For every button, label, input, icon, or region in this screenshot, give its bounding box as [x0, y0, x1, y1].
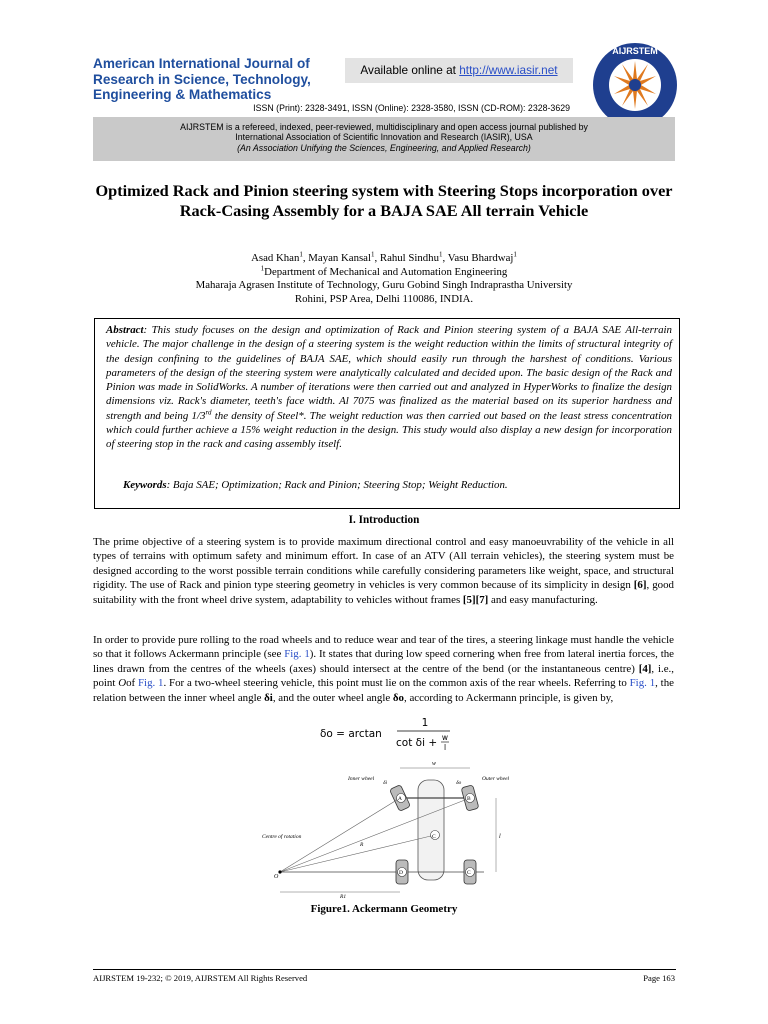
footer-rule — [93, 969, 676, 970]
paragraph-text: , good suitability with the front wheel drive system, adaptability to vehicles without frames — [93, 579, 674, 606]
page-number: Page 163 — [643, 973, 675, 983]
label-c-rear: C — [467, 870, 471, 876]
chassis-body — [418, 780, 444, 880]
intro-paragraph-2 — [93, 633, 674, 705]
ackermann-geometry-figure — [260, 750, 510, 900]
availability-box — [345, 58, 573, 83]
label-delta-o: δo — [456, 780, 462, 786]
journal-url-link[interactable]: http://www.iasir.net — [459, 63, 558, 77]
label-a: A — [398, 796, 402, 802]
author-name: Vasu Bhardwaj — [447, 252, 514, 264]
logo-lettering: AIJRSTEM — [612, 46, 658, 56]
label-o: O — [274, 874, 279, 880]
author-affiliation-mark: 1 — [370, 250, 375, 259]
journal-name: American International Journal of Research in Science, Technology, Engineering & Mathematics — [93, 56, 311, 102]
label-r: R — [360, 842, 364, 848]
abstract-body-continued: the density of Steel*. The weight reduction was then carried out based on the least stress concentration which could further achieve a 15% weight reduction in the design. This study would also display a new design for incorporation of steering stop in the rack and casing assembly itself. — [106, 409, 672, 451]
citation[interactable]: [4] — [638, 662, 652, 675]
paragraph-text: In order to provide pure rolling to the road wheels and to reduce wear and tear of the tires, a steering linkage must handle the vehicle so that it follows Ackermann principle (see — [93, 634, 674, 661]
paragraph-text: , i.e., point — [93, 662, 674, 690]
section-heading: I. Introduction — [348, 514, 420, 526]
keywords — [123, 479, 663, 491]
abstract-label: Abstract — [106, 324, 144, 336]
paragraph-text: ). It states that during low speed cornering when free from lateral inertia forces, the lines drawn from the centres of the wheels (axes) should intersect at the centre of the bend (or the instantaneous centre) — [93, 648, 674, 675]
author-affiliation-mark: 1 — [513, 250, 517, 259]
abstract — [106, 323, 672, 452]
point-symbol: O — [118, 677, 127, 690]
author-name: Rahul Sindhu — [379, 252, 439, 264]
intro-paragraph-1 — [93, 535, 674, 607]
banner-line-2: International Association of Scientific Innovation and Research (IASIR), USA — [235, 132, 533, 143]
formula-lhs: δo = arctan — [320, 728, 382, 740]
institution-line: Maharaja Agrasen Institute of Technology, Guru Gobind Singh Indraprastha University — [195, 279, 573, 292]
author-affiliation-mark: 1 — [299, 250, 303, 259]
affiliation-line — [90, 266, 678, 280]
label-centre-rotation: Centre of rotation — [262, 834, 302, 840]
figure-reference[interactable]: Fig. 1 — [629, 677, 656, 690]
citation[interactable]: [5][7] — [462, 593, 489, 606]
point-o-marker — [278, 870, 281, 873]
figure-reference[interactable]: Fig. 1 — [284, 648, 310, 661]
keywords-label: Keywords — [123, 479, 167, 491]
department: Department of Mechanical and Automation Engineering — [264, 265, 508, 278]
availability-label: Available online at — [360, 63, 460, 77]
keywords-list: : Baja SAE; Optimization; Rack and Pinion; Steering Stop; Weight Reduction. — [166, 479, 508, 491]
paragraph-text: , and the outer wheel angle — [272, 691, 393, 704]
label-d: D — [399, 870, 403, 876]
label-r1: R1 — [340, 894, 347, 900]
address-line: Rohini, PSP Area, Delhi 110086, INDIA. — [294, 292, 474, 305]
issn-line: ISSN (Print): 2328-3491, ISSN (Online): 2328-3580, ISSN (CD-ROM): 2328-3629 — [253, 103, 570, 113]
author-name: Mayan Kansal — [308, 252, 371, 264]
author-affiliation-mark: 1 — [438, 250, 443, 259]
banner-tagline: (An Association Unifying the Sciences, Engineering, and Applied Research) — [237, 142, 531, 153]
paragraph-text: . For a two-wheel steering vehicle, this point must lie on the common axis of the rear wheels. Referring to — [163, 677, 630, 690]
paragraph-text: of — [126, 677, 138, 690]
formula-numerator: 1 — [421, 717, 429, 729]
angle-symbol: δo — [392, 691, 405, 704]
abstract-body: : This study focuses on the design and optimization of Rack and Pinion steering system of a BAJA SAE All-terrain vehicle. The major challenge in the design of a steering system is the weight reduction within the limits of structural integrity of the design confining to the guidelines of BAJA SAE, which should easily run through the harshest of conditions. Various parameters of the design of the steering system were analytically calculated and decided upon. The basic design of the Rack and Pinion was made in SolidWorks. A number of iterations were then carried out and analyzed in HyperWorks to finalize the design dimensions viz. Rack's diameter, teeth's face width. Al 7075 was finalized as the material based on its superior hardness and strength and being 1/3 — [106, 324, 672, 422]
label-b: B — [467, 796, 471, 802]
label-inner-wheel: Inner wheel — [348, 776, 375, 782]
author-block — [90, 252, 678, 306]
label-delta-i: δi — [383, 780, 388, 786]
angle-symbol: δi — [264, 691, 273, 704]
label-l: l — [499, 834, 501, 840]
figure-reference[interactable]: Fig. 1 — [137, 677, 164, 690]
figure-caption: Figure1. Ackermann Geometry — [310, 903, 458, 915]
formula-l: l — [443, 743, 447, 752]
banner-line-1: AIJRSTEM is a refereed, indexed, peer-reviewed, multidisciplinary and open access journal published by — [180, 122, 588, 132]
formula-denominator: cot δi + — [396, 737, 438, 749]
label-outer-wheel: Outer wheel — [482, 776, 510, 782]
label-c: C — [432, 834, 436, 840]
paragraph-text: , according to Ackermann principle, is given by, — [404, 691, 614, 704]
author-name: Asad Khan — [251, 252, 300, 264]
footer-copyright: AIJRSTEM 19-232; © 2019, AIJRSTEM All Rights Reserved — [93, 973, 308, 983]
centre-radius-line — [280, 835, 435, 872]
formula-w: w — [441, 733, 449, 742]
abstract-superscript: rd — [205, 408, 212, 417]
citation[interactable]: [6] — [633, 579, 647, 592]
affiliation-mark: 1 — [260, 264, 265, 272]
author-list: Asad Khan$^1$, Mayan Kansal$^1$, Rahul Sindhu$^1$, Vasu Bhardwaj$^1$ — [251, 250, 517, 264]
paragraph-text: The prime objective of a steering system is to provide maximum directional control and easy manoeuvrability of the vehicle in all types of terrains with optimum safety and minimum effort. In case of an ATV (All terrain vehicles), the steering system must be designed according to the worst possible terrain conditions while carefully considering parameters like weight, space, and structural rigidity. The use of Rack and pinion type steering geometry in vehicles is very common because of its simplicity in design — [93, 536, 674, 592]
paragraph-text: , the relation between the inner wheel angle — [93, 677, 674, 704]
paper-title: Optimized Rack and Pinion steering system with Steering Stops incorporation over Rack-Casing Assembly for a BAJA SAE All terrain Vehicle — [95, 181, 673, 220]
journal-banner — [93, 117, 675, 161]
label-w: w — [432, 761, 437, 767]
paragraph-text: and easy manufacturing. — [488, 593, 598, 606]
